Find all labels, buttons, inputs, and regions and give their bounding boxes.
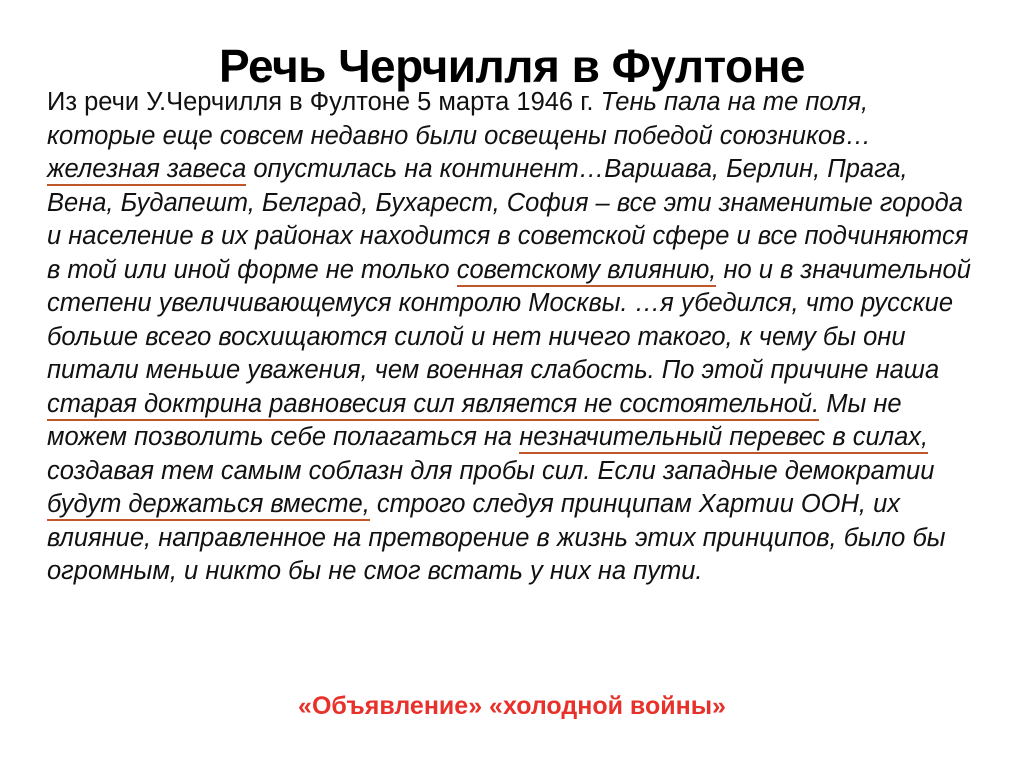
speech-body [47,86,979,589]
quote-part-5: создавая тем самым соблазн для пробы сил. Если западные демократии [47,456,935,485]
page-title: Речь Черчилля в Фултоне [218,39,806,92]
quote-underlined-slight-advantage: незначительный перевес в силах, [519,423,928,454]
slide-conclusion: «Объявление» «холодной войны» [298,692,726,720]
speech-source-label: Из речи У.Черчилля в Фултоне 5 марта 1946 г. [47,88,594,116]
quote-part-1: Тень пала на те поля, которые еще совсем недавно были освещены победой союзников… [47,88,872,150]
quote-underlined-stand-together: будут держаться вместе, [47,490,370,521]
quote-part-4: Мы не можем позволить себе полагаться на [47,389,902,451]
quote-part-6: строго следуя принципам Хартии ООН, их влияние, направленное на претворение в жизнь этих принципов, было бы огромным, и никто бы не смог встать у них на пути. [47,490,946,585]
quote-underlined-soviet-influence: советскому влиянию, [457,256,717,287]
quote-underlined-iron-curtain: железная завеса [47,155,246,186]
quote-part-3: но и в значительной степени увеличивающемуся контролю Москвы. …я убедился, что русские больше всего восхищаются силой и нет ничего такого, к чему бы они питали меньше уважения, чем военная слабость. По этой причине наша [47,255,971,384]
quote-underlined-balance-doctrine: старая доктрина равновесия сил является не состоятельной. [47,390,819,421]
quote-part-2: опустилась на континент…Варшава, Берлин, Прага, Вена, Будапешт, Белград, Бухарест, София – все эти знаменитые города и население в их районах находится в советской сфере и все подчиняются в той или иной форме не только [47,155,969,284]
